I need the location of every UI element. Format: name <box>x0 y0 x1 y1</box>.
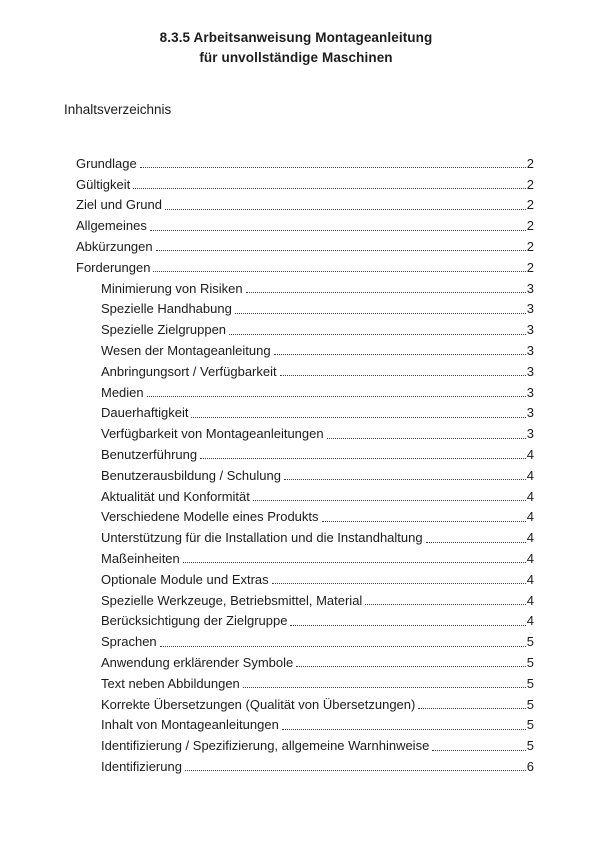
toc-entry-label: Anbringungsort / Verfügbarkeit <box>101 363 277 379</box>
document-title-line-1: 8.3.5 Arbeitsanweisung Montageanleitung <box>159 30 433 45</box>
dotted-leader <box>185 770 526 771</box>
toc-entry-label: Text neben Abbildungen <box>101 675 240 691</box>
toc-entry[interactable] <box>76 692 534 713</box>
toc-entry-page: 4 <box>526 550 534 566</box>
dotted-leader <box>322 521 526 522</box>
toc-entry[interactable] <box>76 255 534 276</box>
toc-entry-label: Benutzerführung <box>101 446 198 462</box>
toc-entry-label: Verschiedene Modelle eines Produkts <box>101 509 319 525</box>
toc-entry-label: Aktualität und Konformität <box>101 488 250 504</box>
toc-entry[interactable] <box>76 193 534 214</box>
toc-entry[interactable] <box>76 505 534 526</box>
toc-entry[interactable] <box>76 442 534 463</box>
dotted-leader <box>426 542 526 543</box>
dotted-leader <box>280 375 526 376</box>
toc-entry-page: 3 <box>526 426 534 442</box>
toc-entry-label: Medien <box>101 384 144 400</box>
toc-entry-label: Wesen der Montageanleitung <box>101 342 271 358</box>
toc-entry-page: 2 <box>526 238 534 254</box>
toc-entry[interactable] <box>76 213 534 234</box>
toc-entry-page: 2 <box>526 197 534 213</box>
toc-entry[interactable] <box>76 671 534 692</box>
dotted-leader <box>150 230 526 231</box>
toc-entry-label: Spezielle Handhabung <box>101 301 232 317</box>
toc-entry-label: Benutzerausbildung / Schulung <box>101 467 281 483</box>
toc-entry-label: Gültigkeit <box>76 176 131 192</box>
toc-entry-page: 4 <box>526 488 534 504</box>
toc-entry-page: 3 <box>526 342 534 358</box>
toc-entry-page: 2 <box>526 218 534 234</box>
dotted-leader <box>282 729 526 730</box>
toc-entry[interactable] <box>76 276 534 297</box>
dotted-leader <box>160 646 526 647</box>
toc-entry-label: Maßeinheiten <box>101 550 180 566</box>
toc-entry[interactable] <box>76 629 534 650</box>
toc-entry-label: Inhalt von Montageanleitungen <box>101 717 279 733</box>
toc-entry[interactable] <box>76 733 534 754</box>
toc-entry-page: 4 <box>526 571 534 587</box>
toc-entry-label: Identifizierung / Spezifizierung, allgemeine Warnhinweise <box>101 738 430 754</box>
toc-entry-label: Grundlage <box>76 155 137 171</box>
dotted-leader <box>290 625 525 626</box>
toc-entry-label: Ziel und Grund <box>76 197 162 213</box>
dotted-leader <box>235 313 526 314</box>
toc-entry[interactable] <box>76 484 534 505</box>
toc-entry-page: 4 <box>526 446 534 462</box>
toc-entry-label: Allgemeines <box>76 218 147 234</box>
toc-entry-page: 2 <box>526 259 534 275</box>
toc-entry-page: 5 <box>526 717 534 733</box>
toc-entry-page: 4 <box>526 613 534 629</box>
dotted-leader <box>147 396 526 397</box>
toc-entry[interactable] <box>76 463 534 484</box>
toc-entry[interactable] <box>76 713 534 734</box>
toc-entry-label: Unterstützung für die Installation und die Instandhaltung <box>101 530 423 546</box>
dotted-leader <box>153 271 525 272</box>
toc-entry-label: Dauerhaftigkeit <box>101 405 189 421</box>
toc-entry-page: 4 <box>526 530 534 546</box>
toc-entry-label: Identifizierung <box>101 758 182 774</box>
toc-entry-label: Anwendung erklärender Symbole <box>101 654 294 670</box>
toc-entry[interactable] <box>76 567 534 588</box>
document-title-line-2: für unvollständige Maschinen <box>199 50 393 65</box>
dotted-leader <box>272 583 526 584</box>
dotted-leader <box>140 167 526 168</box>
toc-entry[interactable] <box>76 609 534 630</box>
dotted-leader <box>200 458 526 459</box>
toc-entry-page: 4 <box>526 509 534 525</box>
toc-entry-page: 5 <box>526 634 534 650</box>
toc-entry[interactable] <box>76 380 534 401</box>
toc-entry-page: 6 <box>526 758 534 774</box>
dotted-leader <box>133 188 526 189</box>
toc-entry-label: Verfügbarkeit von Montageanleitungen <box>101 426 324 442</box>
toc-entry-page: 5 <box>526 696 534 712</box>
document-title <box>0 28 592 68</box>
toc-entry-page: 4 <box>526 467 534 483</box>
dotted-leader <box>327 438 526 439</box>
toc-entry[interactable] <box>76 650 534 671</box>
toc-entry[interactable] <box>76 421 534 442</box>
dotted-leader <box>243 687 526 688</box>
toc-entry-label: Spezielle Zielgruppen <box>101 322 227 338</box>
toc-entry[interactable] <box>76 754 534 775</box>
toc-entry-label: Korrekte Übersetzungen (Qualität von Übersetzungen) <box>101 696 416 712</box>
toc-entry[interactable] <box>76 234 534 255</box>
dotted-leader <box>156 250 526 251</box>
dotted-leader <box>274 354 526 355</box>
toc-entry[interactable] <box>76 151 534 172</box>
toc-entry-page: 5 <box>526 738 534 754</box>
toc-entry[interactable] <box>76 317 534 338</box>
dotted-leader <box>365 604 525 605</box>
toc-entry-label: Forderungen <box>76 259 151 275</box>
dotted-leader <box>432 750 525 751</box>
toc-entry-page: 3 <box>526 363 534 379</box>
dotted-leader <box>284 479 526 480</box>
toc-entry[interactable] <box>76 546 534 567</box>
toc-entry[interactable] <box>76 338 534 359</box>
toc-entry-page: 2 <box>526 155 534 171</box>
toc-heading: Inhaltsverzeichnis <box>64 102 172 117</box>
dotted-leader <box>183 562 526 563</box>
toc-entry-label: Minimierung von Risiken <box>101 280 243 296</box>
dotted-leader <box>191 417 525 418</box>
toc-entry-label: Sprachen <box>101 634 157 650</box>
dotted-leader <box>246 292 526 293</box>
toc-entry-page: 3 <box>526 384 534 400</box>
toc-entry-page: 3 <box>526 280 534 296</box>
toc-entry[interactable] <box>76 297 534 318</box>
dotted-leader <box>296 666 526 667</box>
dotted-leader <box>229 334 526 335</box>
toc-entry[interactable] <box>76 525 534 546</box>
dotted-leader <box>165 209 526 210</box>
toc-entry-label: Spezielle Werkzeuge, Betriebsmittel, Material <box>101 592 363 608</box>
toc-entry-page: 3 <box>526 322 534 338</box>
toc-list <box>76 151 534 775</box>
toc-entry-page: 4 <box>526 592 534 608</box>
toc-entry-page: 3 <box>526 405 534 421</box>
toc-entry[interactable] <box>76 401 534 422</box>
toc-entry-label: Optionale Module und Extras <box>101 571 269 587</box>
toc-entry-label: Abkürzungen <box>76 238 153 254</box>
toc-entry[interactable] <box>76 588 534 609</box>
toc-entry[interactable] <box>76 359 534 380</box>
dotted-leader <box>418 708 525 709</box>
toc-entry-page: 5 <box>526 654 534 670</box>
dotted-leader <box>253 500 526 501</box>
toc-entry[interactable] <box>76 172 534 193</box>
toc-entry-label: Berücksichtigung der Zielgruppe <box>101 613 288 629</box>
toc-entry-page: 3 <box>526 301 534 317</box>
toc-entry-page: 5 <box>526 675 534 691</box>
toc-entry-page: 2 <box>526 176 534 192</box>
